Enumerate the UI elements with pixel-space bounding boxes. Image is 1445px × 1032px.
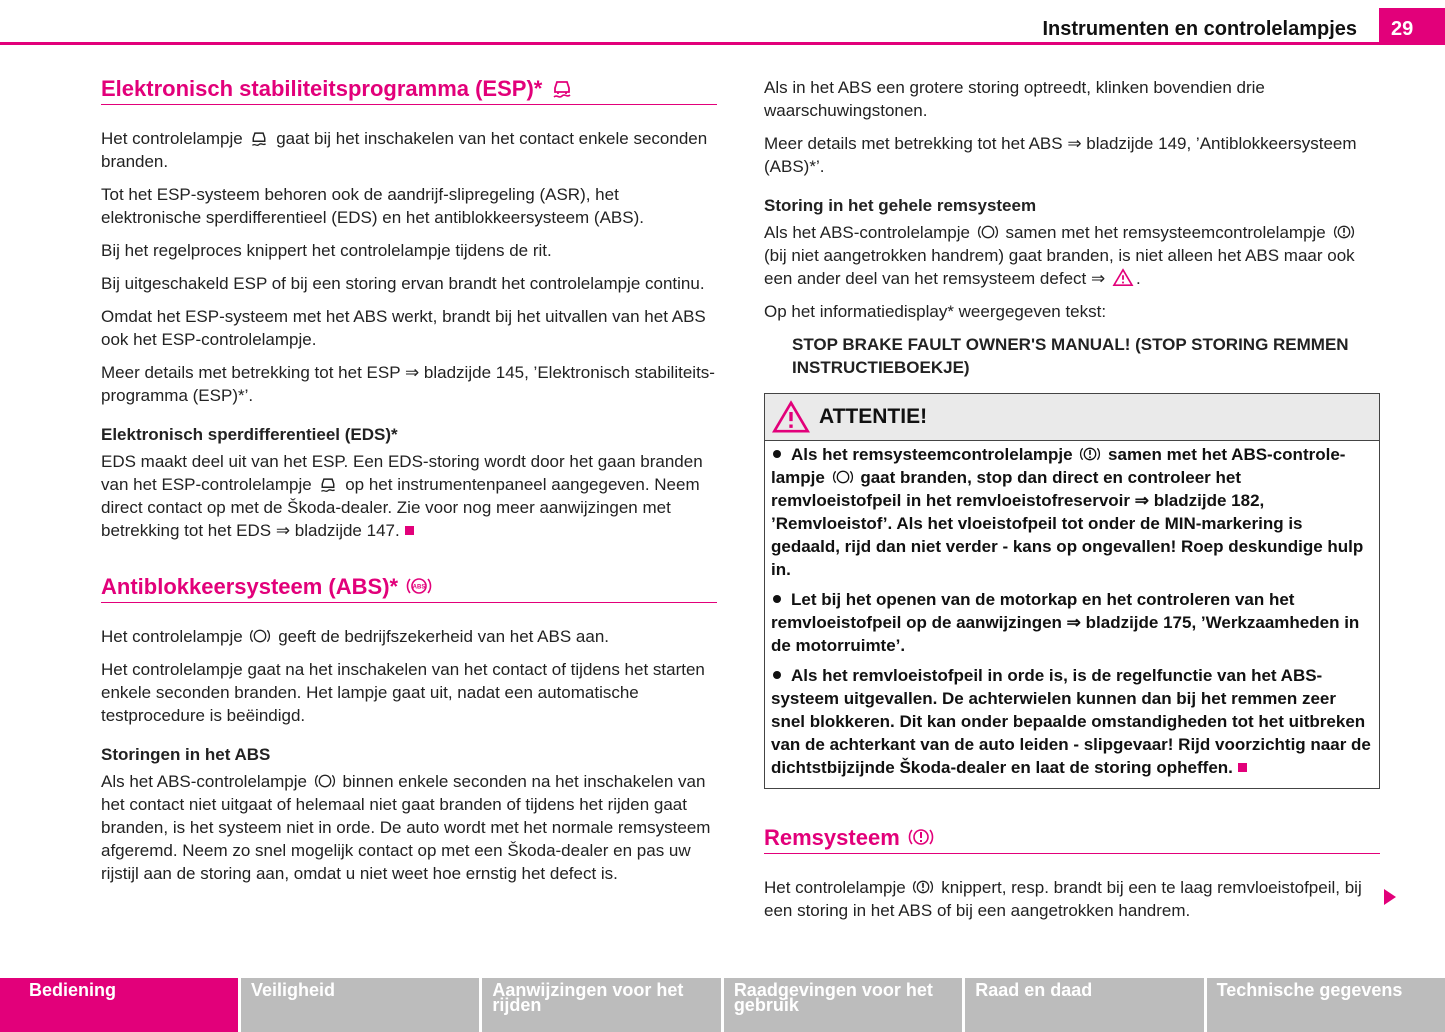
svg-text:ABS: ABS [412, 584, 426, 591]
nav-tab-aanwijzingen[interactable]: Aanwijzingen voor het rijden [482, 978, 720, 1032]
bullet [773, 450, 781, 458]
warning-header [765, 394, 1379, 441]
abs-paragraph-1: Het controlelampje geeft de bedrijfszekerheid van het ABS aan. [101, 627, 609, 646]
abs-icon [832, 468, 854, 486]
esp-icon [550, 77, 574, 99]
brake-warning-icon [1079, 445, 1101, 463]
warning-body [765, 441, 1379, 788]
esp-icon [318, 475, 338, 493]
esp-paragraph-1: Het controlelampje gaat bij het inschakelen van het contact enkele seconden branden. [101, 129, 708, 171]
nav-tab-raadgevingen[interactable]: Raadgevingen voor het gebruik [724, 978, 962, 1032]
section-end-mark [1238, 763, 1247, 772]
page-header [0, 0, 1445, 46]
abs-heading-text: Antiblokkeersysteem (ABS)* [101, 574, 399, 599]
esp-paragraph-3: Bij het regelproces knippert het controlelampje tijdens de rit. [101, 241, 552, 260]
brake-warning-icon [912, 878, 934, 896]
chapter-title: Instrumenten en controlelampjes [1042, 18, 1357, 40]
warning-triangle-icon [771, 399, 811, 435]
brake-warning-icon [1333, 223, 1355, 241]
chapter-nav [0, 978, 1445, 1032]
section-end-mark [405, 526, 414, 535]
abs-icon [314, 772, 336, 790]
esp-paragraph-4: Bij uitgeschakeld ESP of bij een storing ervan brandt het controlelampje continu. [101, 274, 705, 293]
warning-item-3: Als het remvloeistofpeil in orde is, is de regelfunctie van het ABS-systeem uitgevallen. De achterwielen kunnen dan bij het remmen zeer snel blokkeren. Dit kan onder bepaalde omstandigheden tot het uitbreken van de achterkant van de auto leiden - slipgevaar! Rijd voorzichtig naar de dichtstbijzijnde Škoda-dealer en laat de storing opheffen. [771, 666, 1371, 777]
eds-heading: Elektronisch sperdifferentieel (EDS)* [101, 425, 398, 444]
bullet [773, 595, 781, 603]
warning-item-2: Let bij het openen van de motorkap en het controleren van het remvloeistofpeil op de aanwijzingen ⇒ bladzijde 175, ’Werkzaamheden in de motorruimte’. [771, 590, 1360, 655]
nav-tab-veiligheid[interactable]: Veiligheid [241, 978, 479, 1032]
remsysteem-paragraph: Het controlelampje knippert, resp. brandt bij een te laag remvloeistofpeil, bij een storing in het ABS of bij een aangetrokken handrem. [764, 878, 1362, 920]
remsysteem-heading-text: Remsysteem [764, 825, 900, 850]
abs-paragraph-3: Als het ABS-controlelampje binnen enkele seconden na het inschakelen van het contact niet uitgaat of helemaal niet gaat branden of tijdens het rijden gaat branden, is het systeem niet in orde. De auto wordt met het normale remsysteem afgeremd. Neem zo snel mogelijk contact op met een Škoda-dealer en pas uw rijstijl aan de storing aan, omdat u niet weet hoe ernstig het defect is. [101, 772, 711, 883]
right-column [764, 76, 1380, 932]
nav-tab-technische-gegevens[interactable]: Technische gegevens [1207, 978, 1445, 1032]
esp-paragraph-5: Omdat het ESP-systeem met het ABS werkt, brandt bij het uitvallen van het ABS ook het ESP-controlelampje. [101, 307, 706, 349]
rem-storing-paragraph: Als het ABS-controlelampje samen met het remsysteemcontrolelampje (bij niet aangetrokken handrem) gaat branden, is niet alleen het ABS maar ook een ander deel van het remsysteem defect ⇒ . [764, 223, 1355, 288]
warning-title: ATTENTIE! [819, 405, 928, 428]
display-text-intro: Op het informatiedisplay* weergegeven tekst: [764, 302, 1107, 321]
abs-paragraph-2: Het controlelampje gaat na het inschakelen van het contact of tijdens het starten enkele seconden branden. Het lampje gaat uit, nadat een automatische testprocedure is beëindigd. [101, 660, 705, 725]
abs-details-paragraph: Meer details met betrekking tot het ABS ⇒ bladzijde 149, ’Antiblokkeersysteem (ABS)*’. [764, 134, 1357, 176]
esp-heading [101, 76, 717, 105]
bullet [773, 671, 781, 679]
esp-icon [249, 129, 269, 147]
warning-item-1: Als het remsysteemcontrolelampje samen met het ABS-controlelampje gaat branden, stop dan direct en controleer het remvloeistofpeil in het remvloeistofreservoir ⇒ bladzijde 182, ’Remvloeistof’. Als het vloeistofpeil tot onder de MIN-markering is gedaald, rijd dan niet verder - kans op ongevallen! Roep deskundige hulp in. [771, 445, 1364, 579]
display-message: STOP BRAKE FAULT OWNER'S MANUAL! (STOP STORING REMMEN INSTRUCTIEBOEKJE) [792, 335, 1349, 377]
abs-storing-heading: Storingen in het ABS [101, 745, 271, 764]
nav-tab-bediening[interactable]: Bediening [0, 978, 238, 1032]
abs-icon [977, 223, 999, 241]
left-column [101, 76, 717, 895]
warning-box [764, 393, 1380, 789]
esp-paragraph-2: Tot het ESP-systeem behoren ook de aandrijf-slipregeling (ASR), het elektronische sperdifferentieel (EDS) en het antiblokkeersysteem (ABS). [101, 185, 644, 227]
esp-heading-text: Elektronisch stabiliteitsprogramma (ESP)* [101, 76, 543, 101]
abs-alarm-paragraph: Als in het ABS een grotere storing optreedt, klinken bovendien drie waarschuwingstonen. [764, 78, 1265, 120]
next-page-arrow-icon[interactable] [1383, 888, 1397, 906]
page-number: 29 [1379, 8, 1445, 45]
remsysteem-heading [764, 825, 1380, 854]
abs-heading [101, 574, 717, 603]
abs-icon [249, 627, 271, 645]
header-rule [0, 42, 1445, 45]
warning-triangle-icon [1112, 268, 1134, 287]
abs-icon [406, 575, 432, 597]
eds-paragraph: EDS maakt deel uit van het ESP. Een EDS-storing wordt door het gaan branden van het ESP-controlelampje op het instrumentenpaneel aangegeven. Neem direct contact op met de Škoda-dealer. Zie voor nog meer aanwijzingen met betrekking tot het EDS ⇒ bladzijde 147. [101, 452, 703, 540]
esp-paragraph-6: Meer details met betrekking tot het ESP ⇒ bladzijde 145, ’Elektronisch stabiliteitsprogramma (ESP)*’. [101, 363, 715, 405]
nav-tab-raad-en-daad[interactable]: Raad en daad [965, 978, 1203, 1032]
brake-warning-icon [908, 826, 934, 848]
rem-storing-heading: Storing in het gehele remsysteem [764, 196, 1037, 215]
